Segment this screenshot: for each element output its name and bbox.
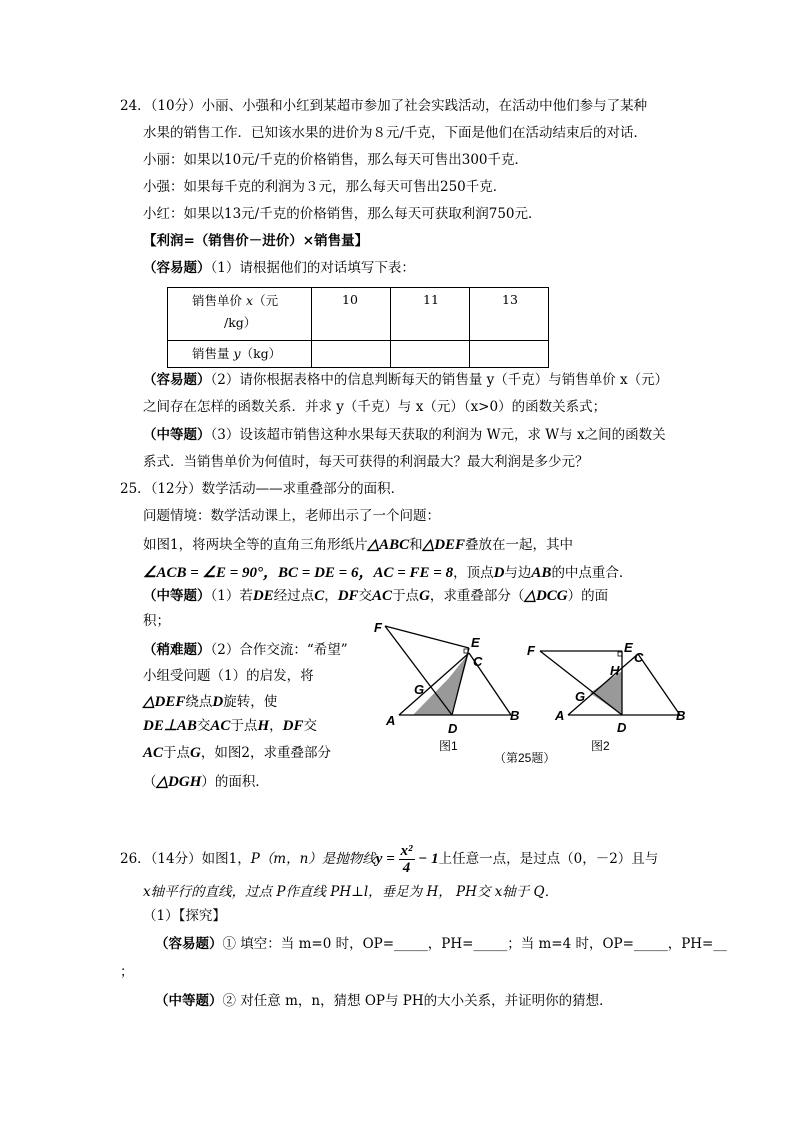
q26-sub1 <box>155 934 727 954</box>
var-g: G <box>419 588 430 604</box>
text: ， <box>269 718 283 734</box>
difficulty-tag: （容易题） <box>155 936 223 952</box>
label-d: D <box>448 721 458 736</box>
label-c: C <box>634 650 644 665</box>
qty-var: y <box>233 346 241 361</box>
eq-numerator: x² <box>400 843 413 859</box>
text: ① 填空：当 m=0 时，OP=_____，PH=_____；当 m=4 时，OP=_____，PH=__ <box>222 936 727 952</box>
triangle-def: △DEF <box>422 537 466 553</box>
triangle-abc: △ABC <box>367 537 410 553</box>
price-var: x <box>246 293 254 308</box>
point-d: D <box>493 565 505 581</box>
var-def: △DEF <box>143 694 186 710</box>
q25-line2: 问题情境：数学活动课上，老师出示了一个问题： <box>143 508 440 524</box>
q26-line2: x轴平行的直线，过点 P作直线 PH⊥l，垂足为 H， PH交 x轴于 Q． <box>143 884 559 900</box>
figure-1 <box>374 620 519 753</box>
figure-25 <box>370 610 700 770</box>
q25-part2-line6 <box>143 772 269 792</box>
text: ，求重叠部分（ <box>429 588 525 604</box>
text: ）的面积． <box>201 774 269 790</box>
label-b: B <box>510 708 520 723</box>
segment-cb <box>638 654 680 715</box>
q25-part2-line4 <box>143 716 317 736</box>
var-ac: AC <box>372 588 393 604</box>
text: 和 <box>409 537 423 553</box>
fig2-caption: 图2 <box>591 739 610 753</box>
q25-part2-line2: 小组受问题（1）的启发，将 <box>143 668 314 684</box>
var-de: DE <box>252 588 274 604</box>
text: （2）合作交流：“希望” <box>210 642 348 658</box>
label-h: H <box>610 663 620 678</box>
var-c: C <box>314 588 325 604</box>
q24-part3-line1 <box>143 425 666 445</box>
table-cell <box>470 288 549 341</box>
table-cell <box>391 288 470 341</box>
difficulty-tag: （中等题） <box>143 588 211 604</box>
table-cell-empty <box>470 341 549 368</box>
text: （1）若 <box>210 588 253 604</box>
q26-sub2 <box>155 991 613 1011</box>
sales-table <box>167 287 549 368</box>
var-df: DF <box>337 588 359 604</box>
label-a: A <box>555 708 565 723</box>
segment-ac <box>568 654 638 715</box>
q25-part2-line1 <box>143 640 348 660</box>
var-ac: AC <box>143 745 164 761</box>
eq-y: y <box>375 851 383 867</box>
text: 旋转，使 <box>223 694 278 710</box>
q24-formula: 【利润=（销售价－进价）×销售量】 <box>143 233 369 249</box>
var-de-perp-ab: DE⊥AB <box>143 718 197 734</box>
text: ， <box>324 588 338 604</box>
price-label: 销售单价 <box>192 293 243 308</box>
difficulty-tag: （中等题） <box>143 427 211 443</box>
difficulty-tag: （稍难题） <box>143 642 211 658</box>
text: 叠放在一起，其中 <box>465 537 574 553</box>
var-dcg: △DCG <box>524 588 568 604</box>
q25-line1: 25．（12分）数学活动——求重叠部分的面积． <box>120 481 405 497</box>
difficulty-tag: （中等题） <box>155 993 223 1009</box>
price-unit: （元 <box>253 293 279 308</box>
q26-sub1-tail: ； <box>120 964 134 980</box>
q24-part1 <box>143 258 415 278</box>
label-a: A <box>386 713 396 728</box>
table-cell-price-label <box>168 288 312 341</box>
text: 交 <box>358 588 373 604</box>
q25-line3 <box>143 535 573 555</box>
conditions: ∠ACB = ∠E = 90°，BC = DE = 6，AC = FE = 8 <box>143 565 454 581</box>
price-11: 11 <box>423 292 439 307</box>
price-unit-kg: /kg） <box>224 315 257 330</box>
text: 26．（14分）如图1， <box>120 851 251 867</box>
label-e: E <box>471 635 480 650</box>
difficulty-tag: （容易题） <box>143 372 211 388</box>
text: （ <box>143 774 157 790</box>
segment-ab: AB <box>531 565 552 581</box>
text: P（m，n）是抛物线 <box>250 851 376 867</box>
q24-line4: 小强：如果每千克的利润为３元，那么每天可售出250千克． <box>143 179 507 195</box>
eq-fraction <box>399 843 415 876</box>
qty-label: 销售量 <box>192 346 230 361</box>
part-text: （1）请根据他们的对话填写下表： <box>210 260 415 276</box>
text: ，顶点 <box>453 565 494 581</box>
text: ）的面 <box>567 588 609 604</box>
var-h: H <box>257 718 270 734</box>
label-g: G <box>414 682 425 697</box>
var-d: D <box>212 694 224 710</box>
q25-part2-line3 <box>143 692 277 712</box>
var-df: DF <box>282 718 304 734</box>
text: 于点 <box>230 718 258 734</box>
text: 绕点 <box>185 694 213 710</box>
q25-part2-line5 <box>143 743 331 763</box>
table-cell <box>312 288 391 341</box>
difficulty-tag: （容易题） <box>143 260 211 276</box>
q24-line3: 小丽：如果以10元/千克的价格销售，那么每天可售出300千克． <box>143 152 528 168</box>
q25-line4 <box>143 563 632 583</box>
label-d: D <box>617 720 627 735</box>
text: ② 对任意 m，n，猜想 OP与 PH的大小关系，并证明你的猜想． <box>222 993 613 1009</box>
q25-part1-line1 <box>143 586 608 606</box>
figure-number-caption: （第25题） <box>494 751 556 765</box>
text: 于点 <box>392 588 420 604</box>
var-dgh: △DGH <box>156 774 202 790</box>
table-row <box>168 341 549 368</box>
eq-denominator: 4 <box>402 860 411 876</box>
label-f: F <box>527 643 535 658</box>
q24-line5: 小红：如果以13元/千克的价格销售，那么每天可获取利润750元． <box>143 206 542 222</box>
text: 交 <box>303 718 317 734</box>
price-10: 10 <box>342 292 358 307</box>
label-f: F <box>374 620 382 635</box>
q25-part1-line2: 积； <box>143 613 170 629</box>
table-cell-qty-label <box>168 341 312 368</box>
q26-explore: （1）【探究】 <box>143 908 226 924</box>
q26-line1 <box>120 843 658 876</box>
table-cell-empty <box>391 341 470 368</box>
text: 与边 <box>504 565 532 581</box>
text: ，如图2，求重叠部分 <box>200 745 331 761</box>
segment-fe <box>385 626 469 648</box>
price-13: 13 <box>502 292 518 307</box>
text: 如图1，将两块全等的直角三角形纸片 <box>143 537 368 553</box>
q24-line1: 24．（10分）小丽、小强和小红到某超市参加了社会实践活动，在活动中他们参与了某种 <box>120 98 648 114</box>
label-b: B <box>676 708 686 723</box>
part-text: （2）请你根据表格中的信息判断每天的销售量 y（千克）与销售单价 x（元） <box>210 372 669 388</box>
label-c: C <box>473 654 483 669</box>
table-row <box>168 288 549 341</box>
label-e: E <box>624 640 633 655</box>
eq-minus-one: − 1 <box>414 851 439 867</box>
var-ac: AC <box>210 718 231 734</box>
var-g: G <box>190 745 201 761</box>
text: 经过点 <box>273 588 315 604</box>
segment-fd <box>385 626 452 715</box>
fig1-caption: 图1 <box>439 739 458 753</box>
text: 于点 <box>163 745 191 761</box>
qty-unit: （kg） <box>240 346 282 361</box>
figure-2 <box>527 640 685 753</box>
eq-sign: = <box>382 851 399 867</box>
label-g: G <box>575 689 586 704</box>
text: 交 <box>196 718 211 734</box>
text: 的中点重合． <box>551 565 633 581</box>
q24-part2-line2: 之间存在怎样的函数关系．并求 y（千克）与 x（元）（x>0）的函数关系式； <box>143 399 607 415</box>
q24-part3-line2: 系式．当销售单价为何值时，每天可获得的利润最大？最大利润是多少元？ <box>143 454 589 470</box>
text: 上任意一点，是过点（0，－2）且与 <box>438 851 659 867</box>
table-cell-empty <box>312 341 391 368</box>
part-text: （3）设该超市销售这种水果每天获取的利润为 W元，求 W与 x之间的函数关 <box>210 427 666 443</box>
q24-line2: 水果的销售工作．已知该水果的进价为８元/千克，下面是他们在活动结束后的对话． <box>143 125 648 141</box>
q24-part2-line1 <box>143 370 668 390</box>
